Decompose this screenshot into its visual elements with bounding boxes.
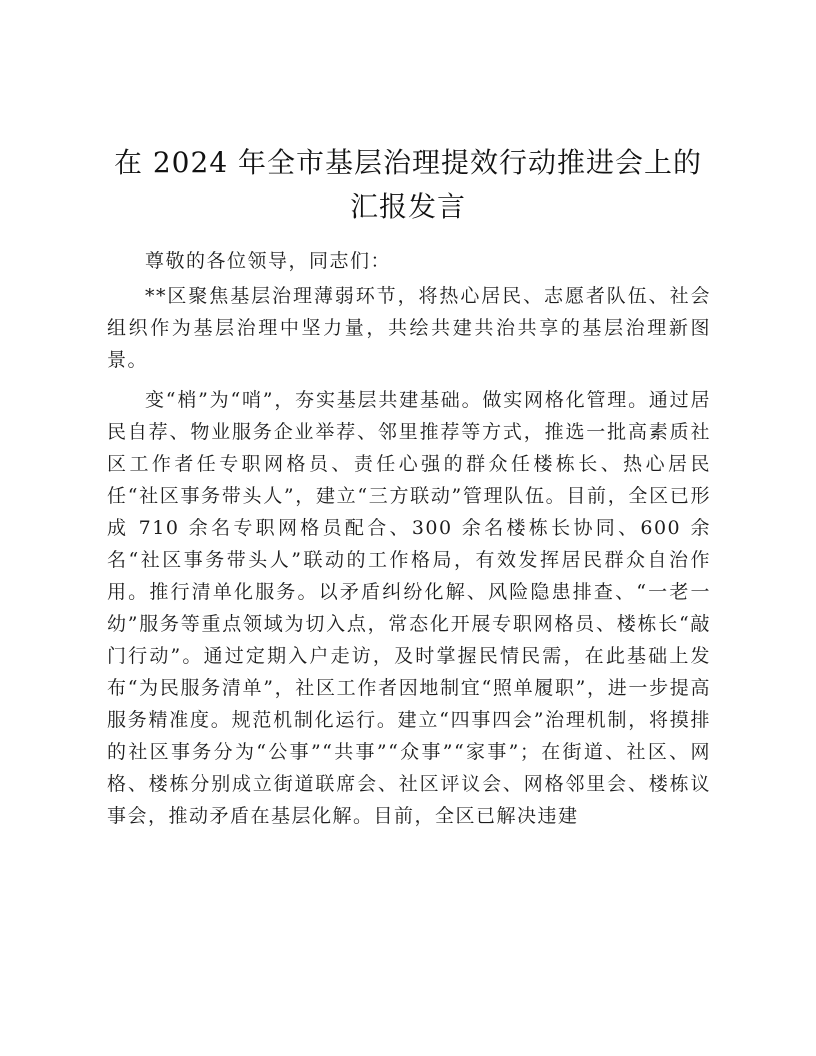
body-paragraph-intro: **区聚焦基层治理薄弱环节，将热心居民、志愿者队伍、社会组织作为基层治理中坚力量，共绘共建共治共享的基层治理新图景。 <box>107 285 711 371</box>
body-paragraph-main: 变“梢”为“哨”，夯实基层共建基础。做实网格化管理。通过居民自荐、物业服务企业举荐、邻里推荐等方式，推选一批高素质社区工作者任专职网格员、责任心强的群众任楼栋长、热心居民任“社区事务带头人”，建立“三方联动”管理队伍。目前，全区已形成 710 余名专职网格员配合、300 余名楼栋长协同、600 余名“社区事务带头人”联动的工作格局，有效发挥居民群众自治作用。推行清单化服务。以矛盾纠纷化解、风险隐患排查、“一老一幼”服务等重点领域为切入点，常态化开展专职网格员、楼栋长“敲门行动”。通过定期入户走访，及时掌握民情民需，在此基础上发布“为民服务清单”，社区工作者因地制宜“照单履职”，进一步提高服务精准度。规范机制化运行。建立“四事四会”治理机制，将摸排的社区事务分为“公事”“共事”“众事”“家事”；在街道、社区、网格、楼栋分别成立街道联席会、社区评议会、网格邻里会、楼栋议事会，推动矛盾在基层化解。目前，全区已解决违建 <box>107 389 711 827</box>
document-body <box>107 245 711 832</box>
salutation-line: 尊敬的各位领导，同志们： <box>145 250 392 272</box>
document-title: 在 2024 年全市基层治理提效行动推进会上的汇报发言 <box>113 146 703 223</box>
